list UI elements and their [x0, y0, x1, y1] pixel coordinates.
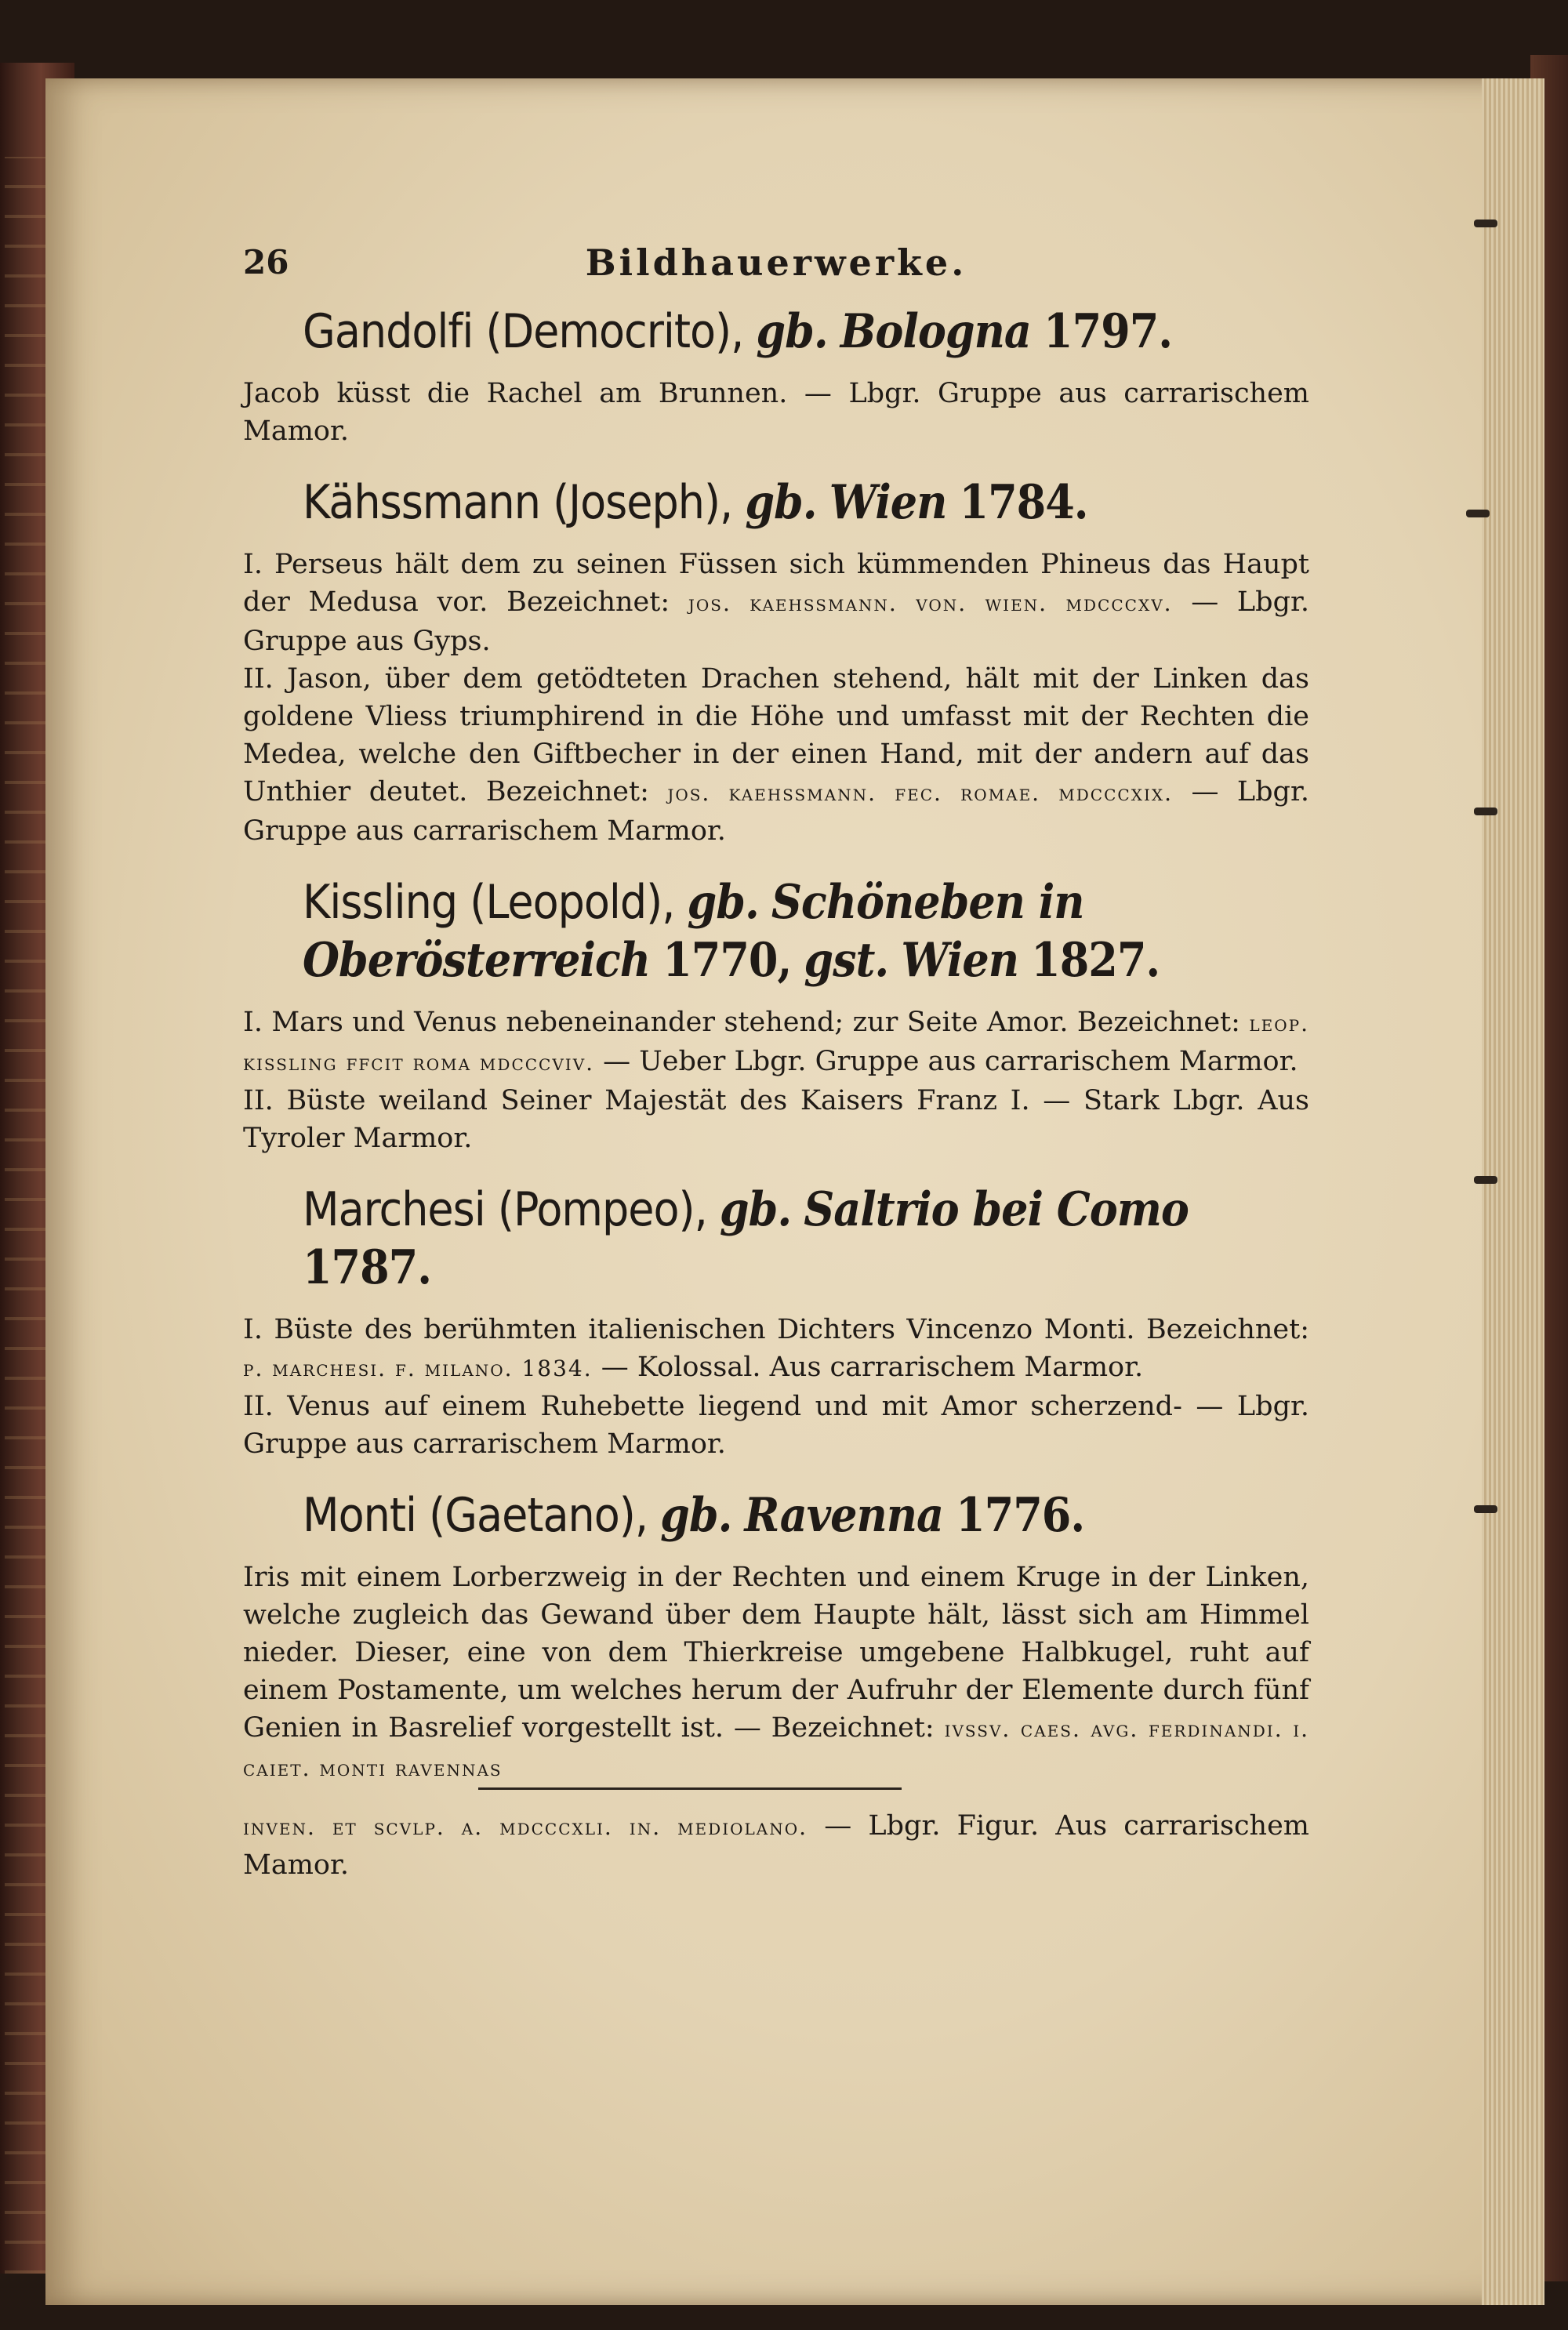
- inscription: jos. kaehssmann. fec. romae. mdcccxix.: [667, 780, 1173, 806]
- death-place: Wien: [901, 933, 1019, 988]
- text-run: — Lbgr. Gruppe aus Gyps.: [243, 586, 1309, 657]
- work-description: [243, 375, 1309, 450]
- birth-place: Wien: [829, 475, 947, 530]
- birth-year: 1776.: [956, 1488, 1085, 1543]
- inscription: leop. kissling ffcit roma mdcccviv.: [243, 1011, 1309, 1076]
- page-text: [243, 212, 1309, 1884]
- margin-mark: [1466, 510, 1490, 517]
- page-edges: [1482, 78, 1544, 2305]
- text-run: — Lbgr. Gruppe aus carrarischem Marmor.: [243, 776, 1309, 847]
- birth-year: 1770,: [662, 933, 792, 988]
- birth-year: 1787.: [303, 1240, 432, 1295]
- artist-name: Gandolfi (Democrito),: [303, 304, 744, 359]
- text-run: I. Büste des berühmten italienischen Dichters Vincenzo Monti. Bezeichnet:: [243, 1314, 1309, 1345]
- artist-name: Kissling (Leopold),: [303, 875, 675, 930]
- artist-name: Kähssmann (Joseph),: [303, 475, 733, 530]
- inscription: jos. kaehssmann. von. wien. mdcccxv.: [688, 590, 1173, 616]
- running-head: [243, 212, 1309, 284]
- page-number: 26: [243, 243, 289, 281]
- work-description: [243, 660, 1309, 850]
- artist-heading: [303, 474, 1309, 532]
- death-year: 1827.: [1031, 933, 1160, 988]
- margin-mark: [1474, 1505, 1497, 1513]
- text-run: — Kolossal. Aus carrarischem Marmor.: [592, 1352, 1144, 1383]
- birth-place: Schöneben in Oberösterreich: [303, 875, 1084, 988]
- text-run: I. Mars und Venus nebeneinander stehend; zur Seite Amor. Bezeichnet:: [243, 1007, 1250, 1038]
- born-abbr: gb.: [745, 475, 817, 530]
- text-run: — Ueber Lbgr. Gruppe aus carrarischem Marmor.: [594, 1046, 1298, 1077]
- inscription: inven. et scvlp. a. mdcccxli. in. mediolano.: [243, 1814, 808, 1840]
- work-description: [243, 1559, 1309, 1787]
- margin-mark: [1474, 1176, 1497, 1184]
- birth-place: Ravenna: [744, 1488, 943, 1543]
- text-run: Iris mit einem Lorberzweig in der Rechten und einem Kruge in der Linken, welche zugleich das Gewand über dem Haupte hält, lässt sich am Himmel nieder. Dieser, eine von dem Thierkreise umgebene Halbkugel, ruht auf einem Postamente, um welches herum der Aufruhr der Elemente durch fünf Genien in Basrelief vorgestellt ist. — Bezeichnet:: [243, 1562, 1309, 1744]
- text-run: — Lbgr. Figur. Aus carrarischem Mamor.: [243, 1810, 1309, 1881]
- born-abbr: gb.: [660, 1488, 732, 1543]
- text-run: I. Perseus hält dem zu seinen Füssen sich kümmenden Phineus das Haupt der Medusa vor. Bezeichnet:: [243, 549, 1309, 618]
- born-abbr: gb.: [719, 1182, 792, 1237]
- work-description: [243, 1003, 1309, 1082]
- text-run: Jacob küsst die Rachel am Brunnen. — Lbgr. Gruppe aus carrarischem Mamor.: [243, 378, 1309, 447]
- work-description: [243, 1311, 1309, 1388]
- entries: [243, 303, 1309, 1884]
- margin-mark: [1474, 220, 1497, 227]
- running-title: Bildhauerwerke.: [585, 241, 967, 284]
- birth-place: Saltrio bei Como: [804, 1182, 1189, 1237]
- inscription: p. marchesi. f. milano. 1834.: [243, 1356, 593, 1381]
- birth-year: 1784.: [959, 475, 1088, 530]
- text-run: II. Jason, über dem getödteten Drachen stehend, hält mit der Linken das goldene Vliess triumphirend in die Höhe und umfasst mit der Rechten die Medea, welche den Giftbecher in der einen Hand, mit der andern auf das Unthier deutet. Bezeichnet:: [243, 663, 1309, 808]
- text-run: II. Büste weiland Seiner Majestät des Kaisers Franz I. — Stark Lbgr. Aus Tyroler Marmor.: [243, 1085, 1309, 1154]
- artist-heading: [303, 303, 1309, 361]
- born-abbr: gb.: [756, 304, 828, 359]
- birth-place: Bologna: [840, 304, 1031, 359]
- artist-name: Marchesi (Pompeo),: [303, 1182, 707, 1237]
- born-abbr: gb.: [687, 875, 759, 930]
- work-description: [243, 1388, 1309, 1463]
- artist-heading: [303, 1486, 1309, 1544]
- artist-heading: [303, 873, 1309, 989]
- work-description: [243, 546, 1309, 660]
- inscription: ivssv. caes. avg. ferdinandi. i. caiet. monti ravennas: [243, 1716, 1310, 1781]
- died-abbr: gst.: [804, 933, 889, 988]
- margin-mark: [1474, 808, 1497, 815]
- birth-year: 1797.: [1044, 304, 1173, 359]
- work-description: [243, 1807, 1309, 1884]
- artist-name: Monti (Gaetano),: [303, 1488, 648, 1543]
- work-description: [243, 1082, 1309, 1157]
- text-run: II. Venus auf einem Ruhebette liegend und mit Amor scherzend- — Lbgr. Gruppe aus carrarischem Marmor.: [243, 1391, 1309, 1460]
- divider-rule: [478, 1787, 902, 1790]
- artist-heading: [303, 1181, 1309, 1297]
